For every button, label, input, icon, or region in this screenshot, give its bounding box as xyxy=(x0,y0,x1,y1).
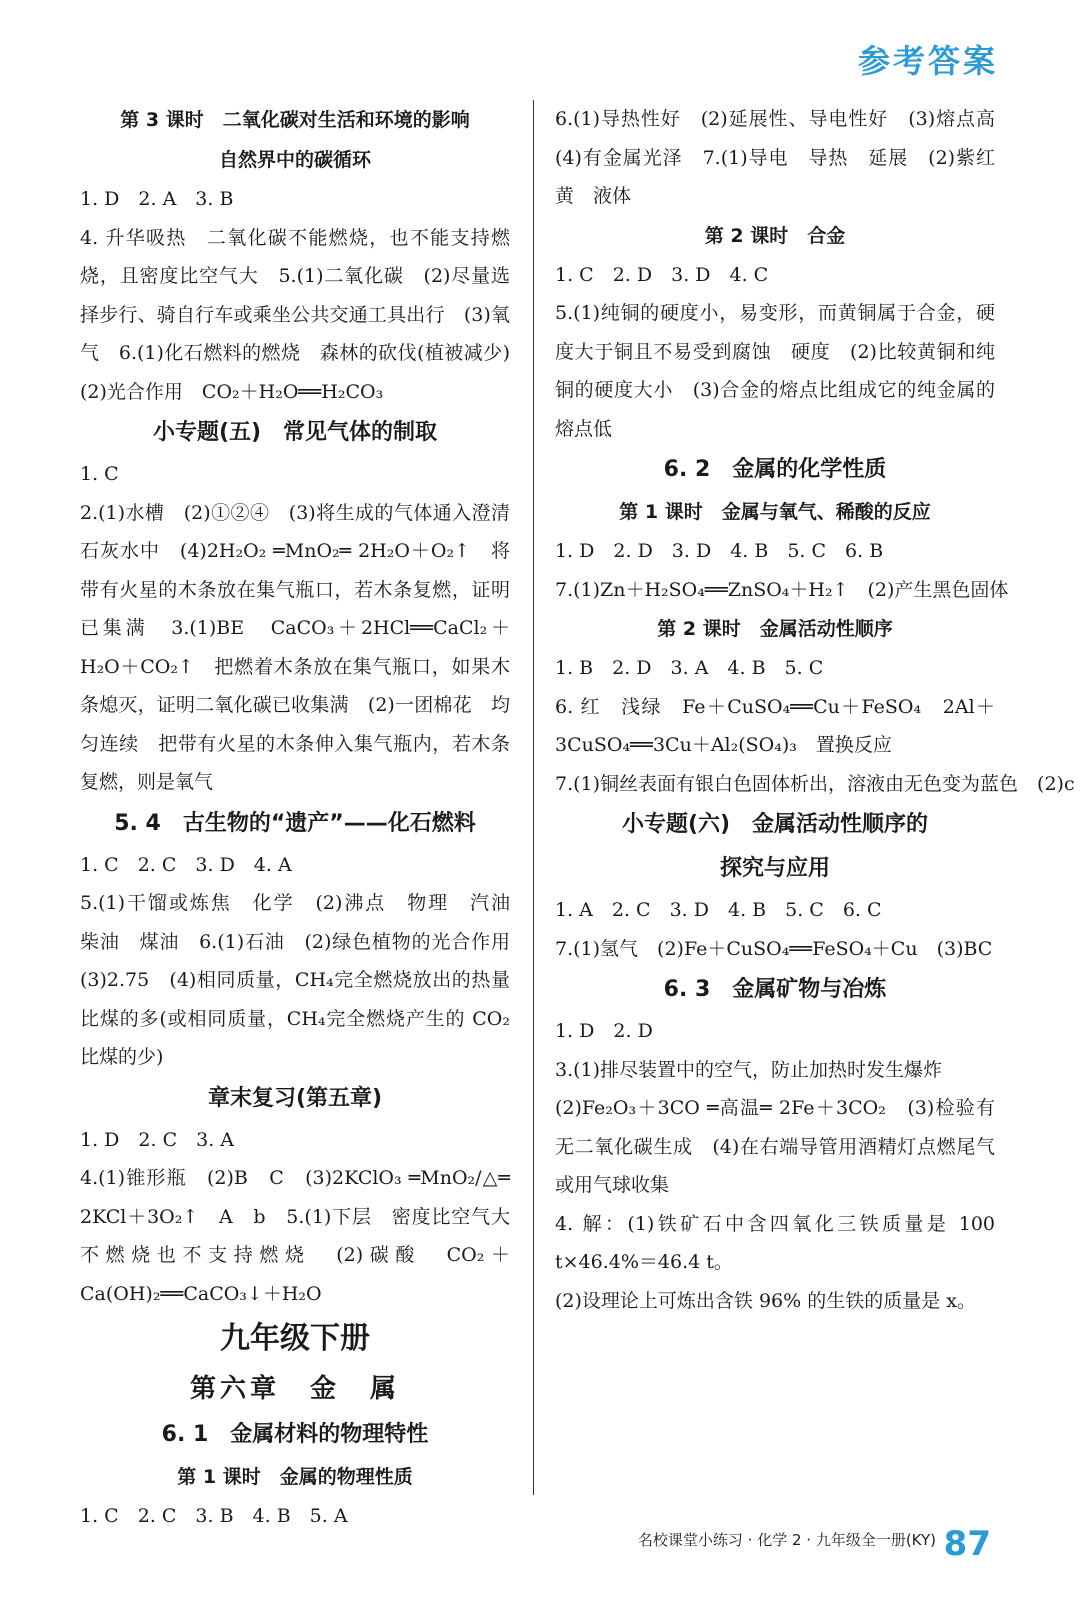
right-lesson-heading: 第 2 课时 合金 xyxy=(704,224,846,247)
right-lesson-heading: 第 1 课时 金属与氧气、稀酸的反应 xyxy=(619,501,931,523)
left-section-heading: 小专题(五) 常见气体的制取 xyxy=(152,420,438,445)
right-answer-text: 7.(1)氢气 (2)Fe＋CuSO₄══FeSO₄＋Cu (3)BC xyxy=(555,937,993,960)
right-section-heading: 6. 2 金属的化学性质 xyxy=(663,457,887,482)
right-answer-text: 4. 解：(1)铁矿石中含四氧化三铁质量是 100 t×46.4%＝46.4 t。 xyxy=(555,1212,995,1273)
left-answer-text: 1. C xyxy=(80,463,119,485)
left-lesson-heading: 第 3 课时 二氧化碳对生活和环境的影响 xyxy=(120,109,470,131)
left-section-heading: 6. 1 金属材料的物理特性 xyxy=(161,1422,429,1447)
right-column xyxy=(555,100,1075,1320)
right-answer-text: 3.(1)排尽装置中的空气，防止加热时发生爆炸 xyxy=(555,1058,943,1081)
right-answer-text: 1. C 2. D 3. D 4. C xyxy=(555,263,769,286)
right-answer-text: (2)设理论上可炼出含铁 96% 的生铁的质量是 x。 xyxy=(555,1289,976,1312)
left-section-heading: 章末复习(第五章) xyxy=(207,1085,383,1111)
left-answer-text: 2.(1)水槽 (2)①②④ (3)将生成的气体通入澄清石灰水中 (4)2H₂O₂ ═MnO₂═ 2H₂O＋O₂↑ 将带有火星的木条放在集气瓶口，若木条复燃，证明已集满 3.(1)BE CaCO₃＋2HCl══CaCl₂＋H₂O＋CO₂↑ 把燃着木条放在集气瓶口，如果木条熄灭，证明二氧化碳已收集满 (2)一团棉花 均匀连续 把带有火星的木条伸入集气瓶内，若木条复燃，则是氧气 xyxy=(80,501,510,793)
left-answer-text: 1. D 2. C 3. A xyxy=(80,1128,234,1151)
right-answer-text: (2)Fe₂O₃＋3CO ═高温═ 2Fe＋3CO₂ (3)检验有无二氧化碳生成 (4)在右端导管用酒精灯点燃尾气或用气球收集 xyxy=(555,1097,995,1196)
left-answer-text: 4. 升华吸热 二氧化碳不能燃烧，也不能支持燃烧，且密度比空气大 5.(1)二氧化碳 (2)尽量选择步行、骑自行车或乘坐公共交通工具出行 (3)氧气 6.(1)化石燃料的燃烧 森林的砍伐(植被减少) (2)光合作用 CO₂＋H₂O══H₂CO₃ xyxy=(80,226,530,403)
right-answer-text: 7.(1)铜丝表面有银白色固体析出，溶液由无色变为蓝色 (2)c xyxy=(555,772,1075,795)
right-answer-text: 1. D 2. D 3. D 4. B 5. C 6. B xyxy=(555,540,884,562)
left-answer-text: 1. D 2. A 3. B xyxy=(80,188,234,210)
left-section-heading: 5. 4 古生物的“遗产”——化石燃料 xyxy=(114,810,476,836)
right-answer-text: 1. B 2. D 3. A 4. B 5. C xyxy=(555,657,824,679)
left-answer-text: 1. C 2. C 3. D 4. A xyxy=(80,853,292,876)
right-answer-text: 1. A 2. C 3. D 4. B 5. C 6. C xyxy=(555,899,882,921)
left-column xyxy=(80,100,530,1536)
right-answer-text: 5.(1)纯铜的硬度小，易变形，而黄铜属于合金，硬度大于铜且不易受到腐蚀 硬度 (2)比较黄铜和纯铜的硬度大小 (3)合金的熔点比组成它的纯金属的熔点低 xyxy=(555,302,995,440)
page-number: 87 xyxy=(943,1524,991,1564)
right-section-heading: 探究与应用 xyxy=(719,856,830,881)
left-answer-text: 4.(1)锥形瓶 (2)B C (3)2KClO₃ ═MnO₂/△═ 2KCl＋3O₂↑ A b 5.(1)下层 密度比空气大 不燃烧也不支持燃烧 (2)碳酸 CO₂＋Ca(OH)₂══CaCO₃↓＋H₂O xyxy=(80,1167,530,1305)
left-volume-heading: 九年级下册 xyxy=(220,1321,370,1356)
right-section-heading: 小专题(六) 金属活动性顺序的 xyxy=(621,812,929,837)
left-answer-text: 1. C 2. C 3. B 4. B 5. A xyxy=(80,1505,348,1527)
right-section-heading: 6. 3 金属矿物与冶炼 xyxy=(663,977,887,1002)
right-answer-text: 7.(1)Zn＋H₂SO₄══ZnSO₄＋H₂↑ (2)产生黑色固体 xyxy=(555,578,1009,601)
column-divider xyxy=(533,100,534,1495)
right-answer-text: 6.(1)导热性好 (2)延展性、导电性好 (3)熔点高 (4)有金属光泽 7.(1)导电 导热 延展 (2)紫红 黄 液体 xyxy=(555,108,1015,207)
right-lesson-heading: 第 2 课时 金属活动性顺序 xyxy=(657,618,893,640)
left-answer-text: 5.(1)干馏或炼焦 化学 (2)沸点 物理 汽油 柴油 煤油 6.(1)石油 (2)绿色植物的光合作用 (3)2.75 (4)相同质量，CH₄完全燃烧放出的热量比煤的多(或相同质量，CH₄完全燃烧产生的 CO₂ 比煤的少) xyxy=(80,892,530,1068)
right-answer-text: 1. D 2. D xyxy=(555,1020,653,1042)
left-lesson-heading: 自然界中的碳循环 xyxy=(218,149,371,171)
answer-key-header: 参考答案 xyxy=(857,42,998,80)
left-chapter-heading: 第六章 金 属 xyxy=(189,1374,400,1404)
right-answer-text: 6. 红 浅绿 Fe＋CuSO₄══Cu＋FeSO₄ 2Al＋3CuSO₄══3Cu＋Al₂(SO₄)₃ 置换反应 xyxy=(555,695,995,756)
left-lesson-heading: 第 1 课时 金属的物理性质 xyxy=(177,1466,413,1488)
book-footer: 名校课堂小练习 · 化学 2 · 九年级全一册(KY) xyxy=(637,1531,936,1549)
